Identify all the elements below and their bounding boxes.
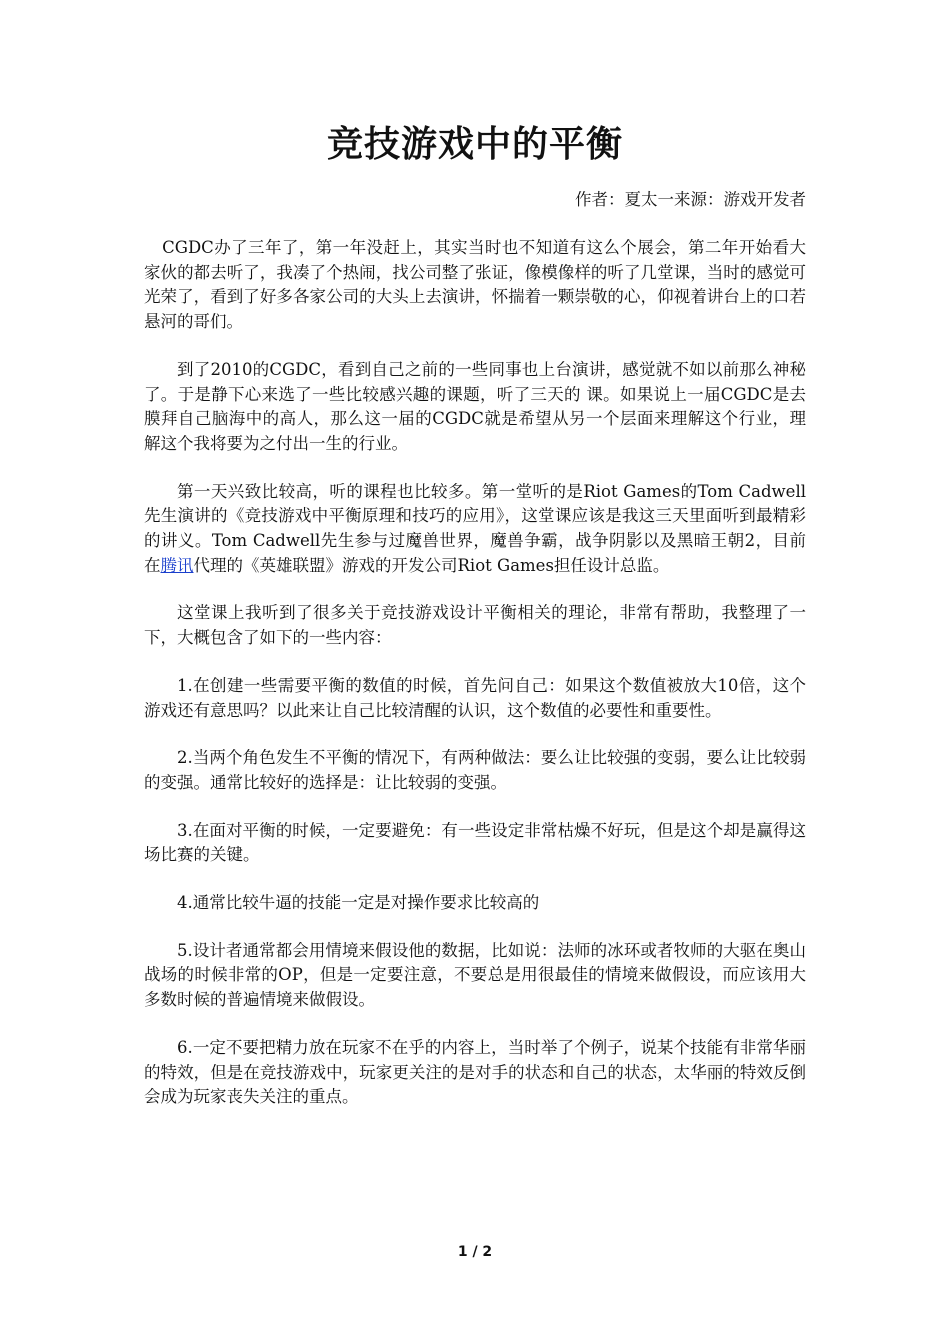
paragraph-2: 到了2010的CGDC，看到自己之前的一些同事也上台演讲，感觉就不如以前那么神秘了。于是静下心来选了一些比较感兴趣的课题，听了三天的 课。如果说上一届CGDC是去膜拜自己脑海中的高人，那么这一届的CGDC就是希望从另一个层面来理解这个行业，理解这个我将要为之付出一生的行业。: [144, 359, 806, 453]
paragraph-3-text-after: 代理的《英雄联盟》游戏的开发公司Riot Games担任设计总监。: [193, 555, 670, 575]
document-title: 竞技游戏中的平衡: [326, 123, 623, 165]
list-item-4: 4.通常比较牛逼的技能一定是对操作要求比较高的: [177, 893, 540, 913]
list-item-5: 5.设计者通常都会用情境来假设他的数据，比如说：法师的冰环或者牧师的大驱在奥山战场的时候非常的OP，但是一定要注意，不要总是用很最佳的情境来做假设，而应该用大多数时候的普遍情境来做假设。: [144, 940, 806, 1010]
paragraph-3-text-before: 第一天兴致比较高，听的课程也比较多。第一堂听的是Riot Games的Tom Cadwell先生演讲的《竞技游戏中平衡原理和技巧的应用》，这堂课应该是我这三天里面听到最精彩的讲义。Tom Cadwell先生参与过魔兽世界，魔兽争霸，战争阴影以及黑暗王朝2，目前在: [144, 481, 806, 575]
tencent-link[interactable]: 腾讯: [160, 555, 194, 575]
article-body: [144, 236, 806, 1133]
page-number: 1 / 2: [457, 1244, 493, 1260]
paragraph-1: CGDC办了三年了，第一年没赶上，其实当时也不知道有这么个展会，第二年开始看大家伙的都去听了，我凑了个热闹，找公司整了张证，像模像样的听了几堂课，当时的感觉可光荣了，看到了好多各家公司的大头上去演讲，怀揣着一颗崇敬的心，仰视着讲台上的口若悬河的哥们。: [144, 238, 806, 332]
list-item-1: 1.在创建一些需要平衡的数值的时候，首先问自己：如果这个数值被放大10倍，这个游戏还有意思吗？以此来让自己比较清醒的认识，这个数值的必要性和重要性。: [144, 675, 806, 720]
paragraph-3: [144, 480, 806, 579]
list-item-6: 6.一定不要把精力放在玩家不在乎的内容上，当时举了个例子，说某个技能有非常华丽的特效，但是在竞技游戏中，玩家更关注的是对手的状态和自己的状态，太华丽的特效反倒会成为玩家丧失关注的重点。: [144, 1037, 806, 1107]
list-item-2: 2.当两个角色发生不平衡的情况下，有两种做法：要么让比较强的变弱，要么让比较弱的变强。通常比较好的选择是：让比较弱的变强。: [144, 748, 806, 792]
byline: 作者：夏太一来源：游戏开发者: [575, 190, 806, 209]
paragraph-4: 这堂课上我听到了很多关于竞技游戏设计平衡相关的理论，非常有帮助，我整理了一下，大概包含了如下的一些内容：: [144, 603, 806, 648]
list-item-3: 3.在面对平衡的时候，一定要避免：有一些设定非常枯燥不好玩，但是这个却是赢得这场比赛的关键。: [144, 820, 806, 865]
